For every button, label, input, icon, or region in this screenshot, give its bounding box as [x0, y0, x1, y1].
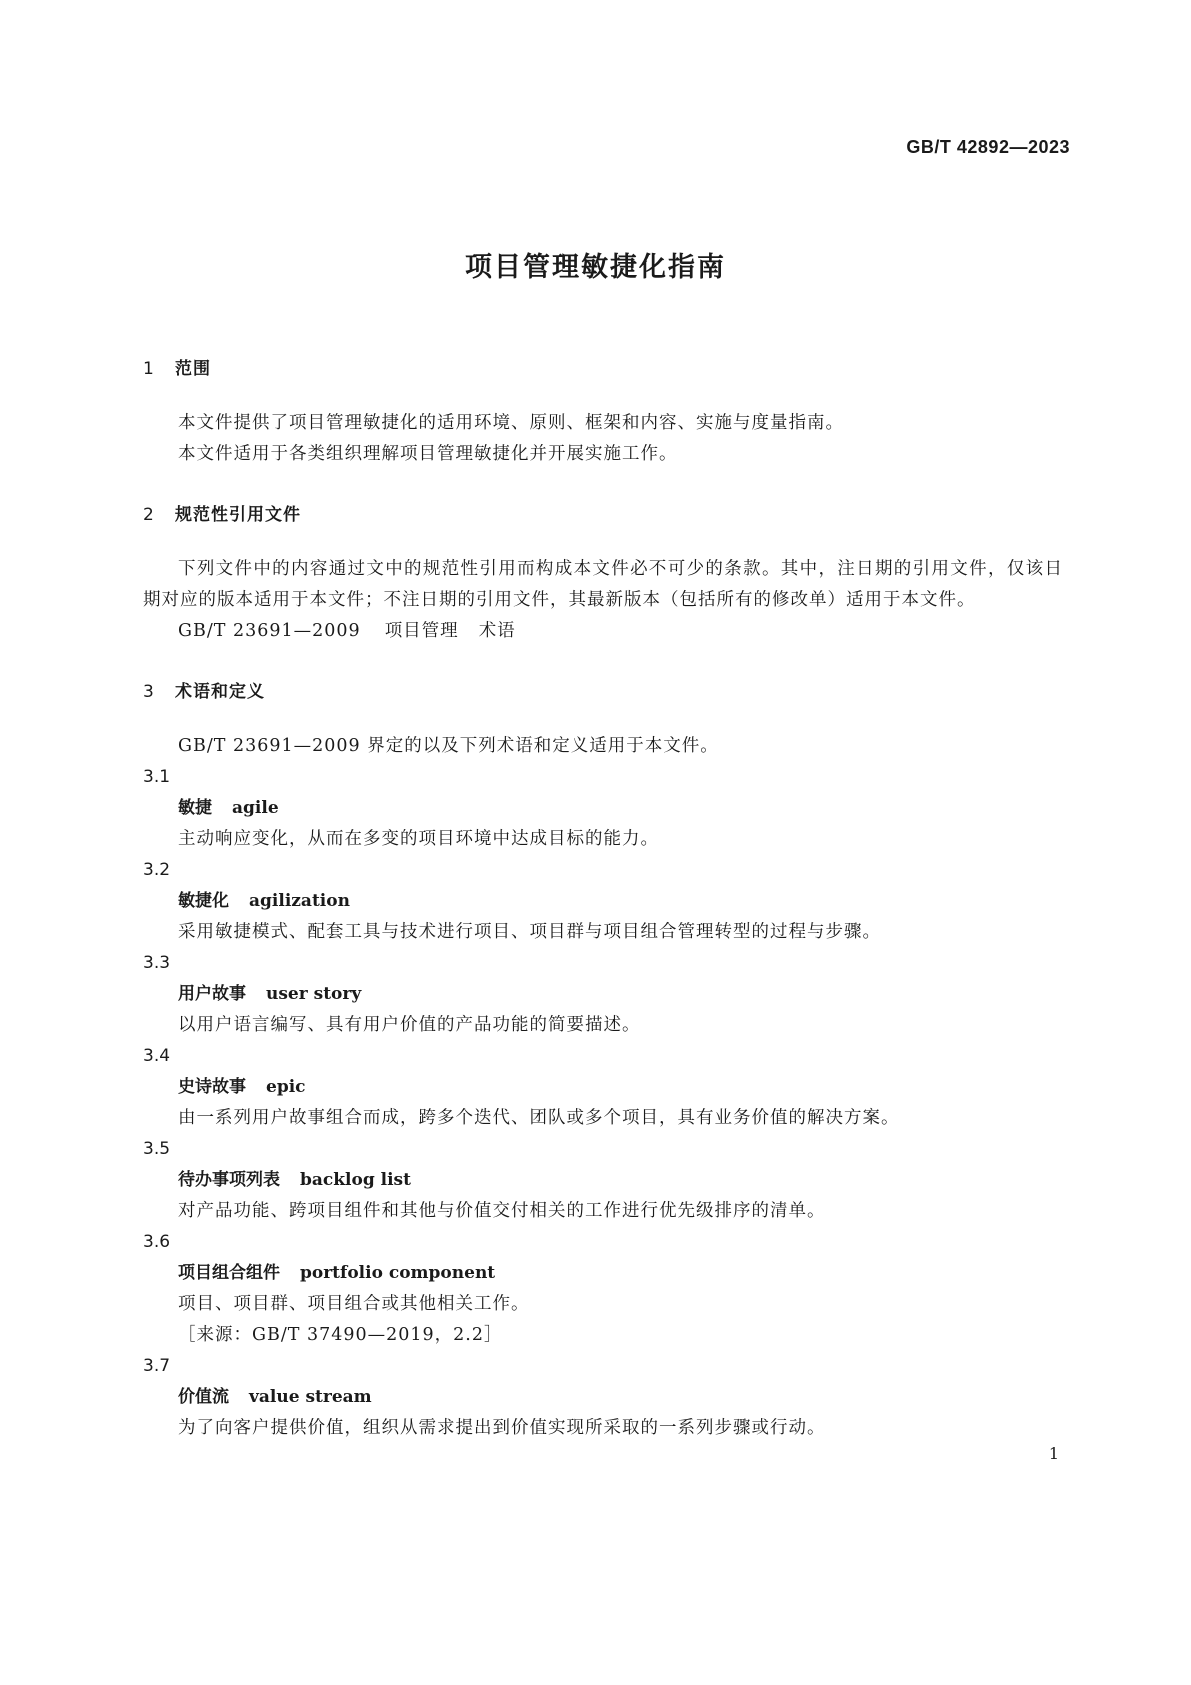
term-en: agile — [232, 798, 279, 818]
term-source: ［来源：GB/T 37490—2019，2.2］ — [178, 1325, 503, 1345]
reference-code: GB/T 23691—2009 — [178, 621, 361, 641]
normative-reference — [143, 616, 1063, 647]
term-zh: 用户故事 — [178, 984, 246, 1004]
term-zh: 项目组合组件 — [178, 1263, 280, 1283]
term-definition: 项目、项目群、项目组合或其他相关工作。 — [178, 1294, 530, 1314]
term-heading — [143, 886, 1063, 917]
term-number: 3.4 — [143, 1046, 171, 1066]
document-body — [143, 356, 1063, 1444]
term-number: 3.5 — [143, 1139, 171, 1159]
section-number: 2 — [143, 505, 155, 525]
term-number: 3.7 — [143, 1356, 171, 1376]
term-number: 3.6 — [143, 1232, 171, 1252]
term-definition: 为了向客户提供价值，组织从需求提出到价值实现所采取的一系列步骤或行动。 — [178, 1418, 826, 1438]
paragraph: 下列文件中的内容通过文中的规范性引用而构成本文件必不可少的条款。其中，注日期的引用文件，仅该日期对应的版本适用于本文件；不注日期的引用文件，其最新版本（包括所有的修改单）适用于本文件。 — [143, 559, 1063, 610]
reference-title: 项目管理 — [384, 621, 459, 641]
standard-code: GB/T 42892—2023 — [906, 137, 1070, 157]
term-definition: 由一系列用户故事组合而成，跨多个迭代、团队或多个项目，具有业务价值的解决方案。 — [178, 1108, 900, 1128]
section-title: 范围 — [175, 359, 211, 379]
term-heading — [143, 1072, 1063, 1103]
paragraph: GB/T 23691—2009 界定的以及下列术语和定义适用于本文件。 — [178, 736, 719, 756]
term-en: epic — [266, 1077, 306, 1097]
section-number: 3 — [143, 682, 155, 702]
term-en: value stream — [249, 1387, 372, 1407]
term-en: agilization — [249, 891, 350, 911]
term-zh: 待办事项列表 — [178, 1170, 280, 1190]
section-title: 术语和定义 — [175, 682, 265, 702]
term-number: 3.1 — [143, 767, 171, 787]
term-en: user story — [266, 984, 362, 1004]
term-en: backlog list — [300, 1170, 411, 1190]
paragraph: 本文件适用于各类组织理解项目管理敏捷化并开展实施工作。 — [178, 444, 678, 464]
section-title: 规范性引用文件 — [175, 505, 301, 525]
term-definition: 对产品功能、跨项目组件和其他与价值交付相关的工作进行优先级排序的清单。 — [178, 1201, 826, 1221]
term-zh: 史诗故事 — [178, 1077, 246, 1097]
term-zh: 价值流 — [178, 1387, 229, 1407]
term-heading — [143, 1258, 1063, 1289]
section-3-heading — [143, 679, 1063, 705]
term-heading — [143, 1165, 1063, 1196]
term-heading — [143, 793, 1063, 824]
section-2-heading — [143, 502, 1063, 528]
term-definition: 采用敏捷模式、配套工具与技术进行项目、项目群与项目组合管理转型的过程与步骤。 — [178, 922, 881, 942]
term-definition: 主动响应变化，从而在多变的项目环境中达成目标的能力。 — [178, 829, 659, 849]
term-definition: 以用户语言编写、具有用户价值的产品功能的简要描述。 — [178, 1015, 641, 1035]
section-number: 1 — [143, 359, 155, 379]
term-number: 3.3 — [143, 953, 171, 973]
term-zh: 敏捷化 — [178, 891, 229, 911]
term-heading — [143, 979, 1063, 1010]
document-title: 项目管理敏捷化指南 — [465, 252, 726, 283]
section-1-heading — [143, 356, 1063, 382]
term-number: 3.2 — [143, 860, 171, 880]
reference-title: 术语 — [478, 621, 516, 641]
paragraph: 本文件提供了项目管理敏捷化的适用环境、原则、框架和内容、实施与度量指南。 — [178, 413, 844, 433]
term-zh: 敏捷 — [178, 798, 212, 818]
page-number: 1 — [1048, 1444, 1059, 1463]
term-en: portfolio component — [300, 1263, 496, 1283]
term-heading — [143, 1382, 1063, 1413]
